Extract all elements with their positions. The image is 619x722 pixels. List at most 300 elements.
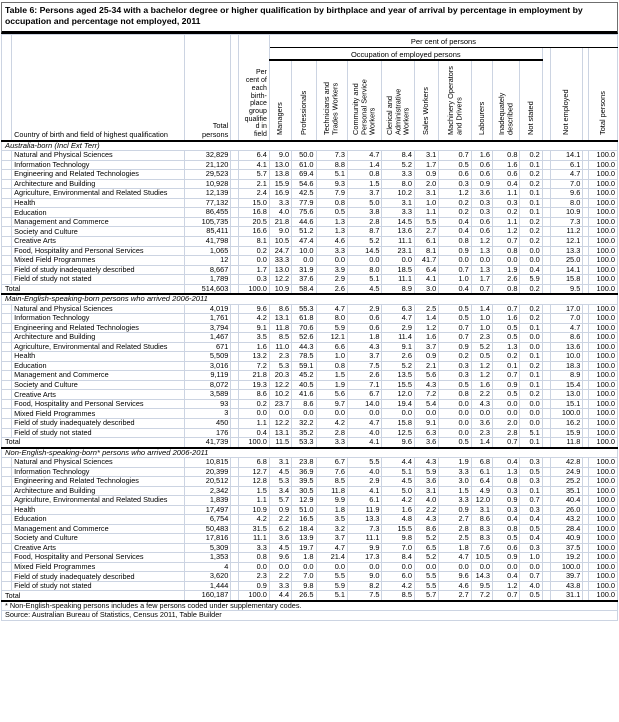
table-cell: 59.1 (292, 361, 316, 371)
spacer-cell (231, 505, 239, 515)
table-cell: 4.1 (347, 438, 382, 448)
table-cell: 9.0 (347, 572, 382, 582)
table-cell: 1.2 (439, 189, 471, 199)
table-cell: 3.5 (316, 515, 347, 525)
table-cell: 0.3 (439, 361, 471, 371)
table-cell: 2.4 (239, 189, 269, 199)
indent-column-header (2, 34, 12, 141)
spacer-cell (542, 581, 550, 591)
table-cell: 5.6 (414, 371, 438, 381)
indent-cell (2, 265, 12, 275)
table-cell: 0.4 (493, 458, 520, 468)
table-cell: 0.9 (269, 505, 291, 515)
table-row (2, 304, 618, 314)
col-header-occupation (347, 60, 382, 141)
table-cell: 4.2 (239, 515, 269, 525)
table-row (2, 237, 618, 247)
table-cell: 11.1 (239, 534, 269, 544)
table-cell: 1.2 (493, 581, 520, 591)
indent-cell (2, 515, 12, 525)
table-cell: 0.4 (439, 227, 471, 237)
table-cell: 3.7 (347, 352, 382, 362)
table-cell: 0.2 (520, 217, 542, 227)
table-cell: 3.1 (414, 486, 438, 496)
table-cell: 0.1 (520, 208, 542, 218)
row-label: Food, Hospitality and Personal Services (12, 553, 185, 563)
spacer-cell (542, 217, 550, 227)
table-cell: 10,815 (184, 458, 231, 468)
occupation-label: Labourers (476, 101, 486, 136)
table-cell: 8.5 (382, 591, 414, 601)
table-cell: 0.0 (520, 256, 542, 266)
table-cell: 10.9 (239, 505, 269, 515)
table-cell: 4.9 (471, 486, 492, 496)
table-row (2, 524, 618, 534)
table-cell: 0.9 (439, 342, 471, 352)
table-cell: 0.3 (520, 477, 542, 487)
table-cell: 100.0 (589, 419, 618, 429)
table-cell: 8.3 (471, 524, 492, 534)
table-cell: 5.5 (414, 217, 438, 227)
table-cell: 4.7 (382, 314, 414, 324)
table-cell: 100.0 (550, 409, 582, 419)
table-cell: 0.8 (493, 151, 520, 161)
table-cell: 0.2 (520, 390, 542, 400)
table-cell: 8.6 (414, 524, 438, 534)
table-cell: 2.3 (269, 352, 291, 362)
table-row (2, 217, 618, 227)
table-cell: 39.7 (550, 572, 582, 582)
table-cell: 0.9 (471, 179, 492, 189)
table-cell: 10.2 (269, 390, 291, 400)
total-row (2, 284, 618, 294)
table-cell: 2.1 (414, 361, 438, 371)
table-cell: 1.3 (316, 227, 347, 237)
spacer-cell (231, 151, 239, 161)
table-cell: 0.8 (493, 524, 520, 534)
table-cell: 13.3 (347, 515, 382, 525)
table-cell: 100.0 (589, 428, 618, 438)
section-heading-row (2, 448, 618, 458)
table-cell: 12.1 (550, 237, 582, 247)
footnote-text: Source: Australian Bureau of Statistics, Census 2011, Table Builder (2, 611, 618, 621)
spacer-cell (542, 553, 550, 563)
table-cell: 0.1 (520, 323, 542, 333)
spacer-cell (231, 543, 239, 553)
table-cell: 0.2 (493, 352, 520, 362)
table-cell: 4.0 (414, 496, 438, 506)
table-cell: 100.0 (589, 553, 618, 563)
table-cell: 0.0 (471, 256, 492, 266)
indent-cell (2, 256, 12, 266)
table-cell: 8.0 (550, 198, 582, 208)
table-cell: 7.6 (471, 543, 492, 553)
row-label: Health (12, 352, 185, 362)
table-cell: 5.2 (414, 534, 438, 544)
table-cell: 1.5 (316, 371, 347, 381)
table-cell: 7.5 (347, 361, 382, 371)
table-cell: 4.5 (347, 284, 382, 294)
table-cell: 0.3 (471, 208, 492, 218)
table-cell: 160,187 (184, 591, 231, 601)
spacer-cell (231, 342, 239, 352)
table-cell: 6.3 (382, 304, 414, 314)
table-cell: 11.8 (316, 486, 347, 496)
row-label: Agriculture, Environmental and Related Studies (12, 496, 185, 506)
table-cell: 11.4 (382, 333, 414, 343)
table-row (2, 179, 618, 189)
table-cell: 0.5 (520, 591, 542, 601)
table-row (2, 543, 618, 553)
table-cell: 29,523 (184, 170, 231, 180)
row-label: Architecture and Building (12, 333, 185, 343)
table-cell: 9.0 (269, 151, 291, 161)
table-cell: 100.0 (589, 160, 618, 170)
table-cell: 19.3 (239, 380, 269, 390)
table-cell: 4.3 (347, 342, 382, 352)
table-cell: 0.1 (520, 380, 542, 390)
table-cell: 0.2 (439, 208, 471, 218)
table-cell: 41,739 (184, 438, 231, 448)
table-cell: 4.7 (347, 419, 382, 429)
spacer-cell (231, 198, 239, 208)
table-cell: 8.2 (347, 581, 382, 591)
indent-cell (2, 572, 12, 582)
indent-cell (2, 390, 12, 400)
table-cell: 100.0 (589, 572, 618, 582)
table-cell: 0.2 (520, 151, 542, 161)
table-cell: 6.3 (414, 428, 438, 438)
table-cell: 100.0 (589, 477, 618, 487)
section-heading: Australia-born (Incl Ext Terr) (2, 141, 618, 151)
table-cell: 17.3 (347, 553, 382, 563)
table-cell: 50,483 (184, 524, 231, 534)
table-cell: 450 (184, 419, 231, 429)
table-cell: 52.6 (292, 333, 316, 343)
table-cell: 3.5 (239, 333, 269, 343)
table-cell: 100.0 (589, 314, 618, 324)
table-cell: 2.8 (347, 217, 382, 227)
table-cell: 0.6 (439, 170, 471, 180)
spacer-cell (231, 581, 239, 591)
spacer-cell (542, 562, 550, 572)
table-cell: 13.6 (550, 342, 582, 352)
table-cell: 40.5 (292, 380, 316, 390)
table-cell: 10.2 (382, 189, 414, 199)
table-cell: 0.9 (414, 170, 438, 180)
table-cell: 0.7 (439, 323, 471, 333)
table-cell: 100.0 (589, 198, 618, 208)
table-cell: 100.0 (589, 534, 618, 544)
table-cell: 4.7 (316, 304, 347, 314)
table-cell: 0.0 (347, 409, 382, 419)
row-label: Field of study not stated (12, 581, 185, 591)
table-cell: 31.5 (239, 524, 269, 534)
table-cell: 12.9 (292, 496, 316, 506)
table-cell: 0.2 (239, 399, 269, 409)
row-label: Education (12, 515, 185, 525)
table-cell: 5.7 (414, 591, 438, 601)
table-cell: 0.9 (493, 553, 520, 563)
spacer-cell (542, 227, 550, 237)
table-cell: 17,497 (184, 505, 231, 515)
table-cell: 10.5 (471, 553, 492, 563)
table-cell: 4.3 (414, 458, 438, 468)
table-cell: 1.3 (493, 467, 520, 477)
table-cell: 0.1 (520, 371, 542, 381)
table-cell: 36.9 (292, 467, 316, 477)
spacer-cell (542, 314, 550, 324)
table-cell: 21.8 (269, 217, 291, 227)
table-cell: 0.5 (493, 323, 520, 333)
table-cell: 0.3 (520, 458, 542, 468)
table-cell: 7.3 (550, 217, 582, 227)
indent-cell (2, 409, 12, 419)
table-cell: 0.1 (493, 361, 520, 371)
table-cell: 9.3 (316, 179, 347, 189)
table-cell: 0.1 (520, 160, 542, 170)
table-cell: 2.1 (239, 179, 269, 189)
table-cell: 4.5 (269, 543, 291, 553)
table-cell: 100.0 (589, 342, 618, 352)
occupation-label: Clerical and Administrative Workers (384, 88, 411, 136)
table-cell: 1.3 (493, 342, 520, 352)
row-label: Engineering and Related Technologies (12, 477, 185, 487)
table-cell: 7.2 (471, 591, 492, 601)
table-cell: 1.3 (316, 217, 347, 227)
table-cell: 0.0 (239, 562, 269, 572)
table-cell: 9.1 (239, 323, 269, 333)
table-cell: 1.6 (493, 160, 520, 170)
table-cell: 3,620 (184, 572, 231, 582)
table-row (2, 534, 618, 544)
table-row (2, 227, 618, 237)
spacer-cell (542, 275, 550, 285)
row-label: Architecture and Building (12, 179, 185, 189)
table-cell: 5.3 (269, 477, 291, 487)
table-cell: 0.0 (316, 256, 347, 266)
spacer-cell (231, 409, 239, 419)
indent-cell (2, 458, 12, 468)
row-label: Engineering and Related Technologies (12, 170, 185, 180)
table-cell: 4.2 (316, 419, 347, 429)
spacer-cell (542, 304, 550, 314)
table-cell: 78.5 (292, 352, 316, 362)
table-cell: 11.5 (269, 438, 291, 448)
spacer-cell (231, 160, 239, 170)
table-cell: 3.9 (316, 265, 347, 275)
spacer-cell (231, 371, 239, 381)
indent-cell (2, 304, 12, 314)
table-cell: 7.9 (316, 189, 347, 199)
table-cell: 0.5 (520, 524, 542, 534)
table-cell: 20,512 (184, 477, 231, 487)
table-cell: 5.9 (520, 275, 542, 285)
table-cell: 61.8 (292, 314, 316, 324)
table-cell: 4.7 (550, 323, 582, 333)
indent-cell (2, 361, 12, 371)
indent-cell (2, 151, 12, 161)
spacer-cell (542, 342, 550, 352)
total-row (2, 438, 618, 448)
table-cell: 1.5 (239, 486, 269, 496)
row-label: Society and Culture (12, 534, 185, 544)
table-cell: 7.3 (347, 524, 382, 534)
table-cell: 0.0 (269, 409, 291, 419)
table-cell: 1,065 (184, 246, 231, 256)
table-cell: 0.4 (493, 572, 520, 582)
table-cell: 3,589 (184, 390, 231, 400)
spacer-cell (231, 361, 239, 371)
col-header-occupation (292, 60, 316, 141)
row-label: Engineering and Related Technologies (12, 323, 185, 333)
indent-cell (2, 333, 12, 343)
indent-cell (2, 543, 12, 553)
table-cell: 7.2 (414, 390, 438, 400)
table-cell: 54.6 (292, 179, 316, 189)
spacer-cell (542, 505, 550, 515)
table-cell: 2.6 (382, 352, 414, 362)
table-cell: 0.0 (493, 409, 520, 419)
spacer-cell (231, 237, 239, 247)
table-cell: 23.1 (382, 246, 414, 256)
table-cell: 11.2 (550, 227, 582, 237)
table-cell: 0.3 (520, 505, 542, 515)
table-cell: 100.0 (589, 515, 618, 525)
table-cell: 5.7 (239, 170, 269, 180)
table-row (2, 160, 618, 170)
table-cell: 4.0 (347, 467, 382, 477)
table-cell: 3.8 (347, 208, 382, 218)
spacer-cell (231, 208, 239, 218)
table-cell: 0.0 (520, 562, 542, 572)
table-cell: 21,120 (184, 160, 231, 170)
table-cell: 7.0 (382, 543, 414, 553)
table-cell: 42.5 (292, 189, 316, 199)
table-cell: 16.6 (239, 227, 269, 237)
table-cell: 0.0 (292, 562, 316, 572)
table-cell: 10.0 (292, 246, 316, 256)
table-cell: 1.1 (493, 217, 520, 227)
spacer-cell (231, 284, 239, 294)
row-label: Society and Culture (12, 380, 185, 390)
table-cell: 12.2 (269, 380, 291, 390)
table-cell: 13.1 (269, 428, 291, 438)
table-cell: 0.3 (520, 543, 542, 553)
table-cell: 2.8 (439, 524, 471, 534)
table-cell: 8.0 (347, 265, 382, 275)
row-label: Education (12, 361, 185, 371)
table-cell: 3,794 (184, 323, 231, 333)
table-cell: 1.9 (316, 380, 347, 390)
table-cell: 6.7 (347, 390, 382, 400)
indent-cell (2, 170, 12, 180)
table-cell: 2.9 (382, 323, 414, 333)
section-heading: Main-English-speaking-born persons who arrived 2006-2011 (2, 294, 618, 304)
table-cell: 0.4 (520, 515, 542, 525)
row-label: Field of study not stated (12, 428, 185, 438)
table-cell: 100.0 (589, 399, 618, 409)
table-cell: 7.1 (347, 380, 382, 390)
indent-cell (2, 505, 12, 515)
table-cell: 1,761 (184, 314, 231, 324)
table-cell: 0.0 (414, 562, 438, 572)
table-cell: 0.4 (493, 179, 520, 189)
table-cell: 3.3 (269, 198, 291, 208)
spacer-cell (542, 284, 550, 294)
table-cell: 4.1 (347, 486, 382, 496)
table-cell: 4 (184, 562, 231, 572)
table-cell: 8.8 (316, 160, 347, 170)
table-cell: 5.2 (414, 553, 438, 563)
spacer-cell (231, 467, 239, 477)
table-cell: 20.3 (269, 371, 291, 381)
table-row (2, 314, 618, 324)
row-label: Creative Arts (12, 237, 185, 247)
row-label: Management and Commerce (12, 371, 185, 381)
table-cell: 0.8 (493, 477, 520, 487)
table-cell: 3.1 (382, 198, 414, 208)
table-cell: 9.6 (239, 304, 269, 314)
table-cell: 13.0 (550, 390, 582, 400)
table-cell: 8.4 (382, 151, 414, 161)
table-cell: 100.0 (589, 151, 618, 161)
table-cell: 0.0 (347, 562, 382, 572)
table-cell: 1.0 (471, 314, 492, 324)
occupation-label: Not stated (525, 101, 535, 136)
table-cell: 0.8 (439, 237, 471, 247)
table-cell: 9.8 (382, 534, 414, 544)
table-cell: 10.9 (550, 208, 582, 218)
table-cell: 0.9 (439, 505, 471, 515)
indent-cell (2, 524, 12, 534)
total-row-label: Total (2, 591, 185, 601)
table-cell: 9.6 (269, 553, 291, 563)
table-cell: 0.0 (439, 419, 471, 429)
table-cell: 1.5 (347, 179, 382, 189)
table-cell: 2.9 (347, 477, 382, 487)
table-cell: 9.6 (382, 438, 414, 448)
table-cell: 15.9 (550, 428, 582, 438)
table-cell: 100.0 (589, 275, 618, 285)
table-cell: 5,309 (184, 543, 231, 553)
row-label: Management and Commerce (12, 524, 185, 534)
table-cell: 1.8 (292, 553, 316, 563)
table-cell: 13.6 (382, 227, 414, 237)
table-cell: 0.9 (439, 246, 471, 256)
table-cell: 9.7 (316, 399, 347, 409)
table-cell: 14.5 (382, 217, 414, 227)
row-label: Mixed Field Programmes (12, 256, 185, 266)
table-cell: 0.0 (520, 333, 542, 343)
indent-cell (2, 352, 12, 362)
table-cell: 1.9 (493, 265, 520, 275)
table-cell: 100.0 (589, 189, 618, 199)
col-header-occupation (382, 60, 414, 141)
table-cell: 1.7 (471, 275, 492, 285)
table-cell: 39.5 (292, 477, 316, 487)
table-cell: 1.2 (493, 227, 520, 237)
table-cell: 15.5 (382, 380, 414, 390)
row-label: Mixed Field Programmes (12, 409, 185, 419)
table-cell: 7.5 (347, 591, 382, 601)
table-cell: 12 (184, 256, 231, 266)
table-cell: 11.1 (382, 237, 414, 247)
indent-cell (2, 217, 12, 227)
table-cell: 4.7 (550, 170, 582, 180)
table-cell: 47.4 (292, 237, 316, 247)
indent-cell (2, 237, 12, 247)
